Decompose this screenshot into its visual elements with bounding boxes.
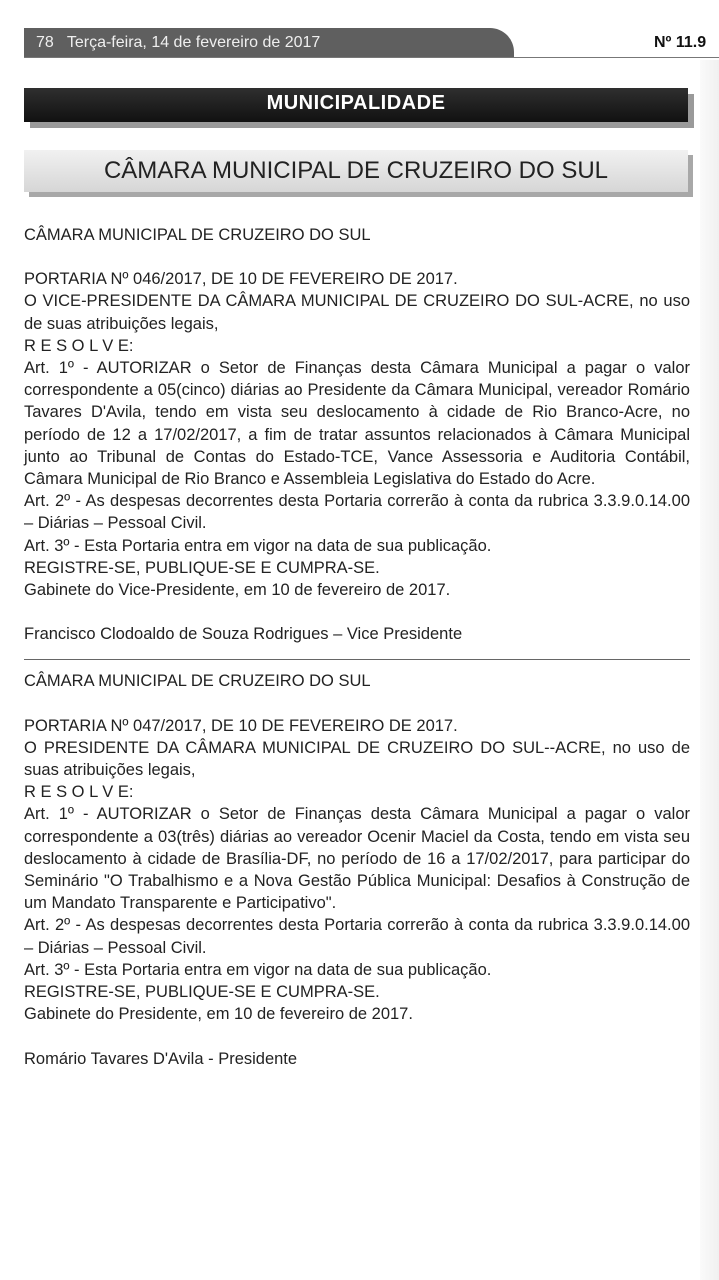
section-title: MUNICIPALIDADE [24, 88, 688, 122]
portaria-block [24, 670, 690, 1069]
portaria-block [24, 224, 690, 645]
preamble: O PRESIDENTE DA CÂMARA MUNICIPAL DE CRUZEIRO DO SUL--ACRE, no uso de suas atribuições legais, [24, 738, 690, 780]
header-rule [24, 57, 719, 58]
article-1: Art. 1º - AUTORIZAR o Setor de Finanças desta Câmara Municipal a pagar o valor correspondente a 05(cinco) diárias ao Presidente da Câmara Municipal, vereador Romário Tavares D'Avila, tendo em vista seu deslocamento à cidade de Rio Branco-Acre, no período de 12 a 17/02/2017, a fim de tratar assuntos relacionados à Câmara Municipal junto ao Tribunal de Contas do Estado-TCE, Vance Assessoria e Auditoria Contábil, Câmara Municipal de Rio Branco e Assembleia Legislativa do Estado do Acre. [24, 359, 690, 489]
signature: Romário Tavares D'Avila - Presidente [24, 1049, 298, 1068]
article-2: Art. 2º - As despesas decorrentes desta Portaria correrão à conta da rubrica 3.3.9.0.14.00 – Diárias – Pessoal Civil. [24, 492, 690, 533]
org-name: CÂMARA MUNICIPAL DE CRUZEIRO DO SUL [24, 672, 371, 691]
resolve-label: R E S O L V E: [24, 336, 134, 355]
gabinete-line: Gabinete do Presidente, em 10 de fevereiro de 2017. [24, 1005, 413, 1024]
preamble: O VICE-PRESIDENTE DA CÂMARA MUNICIPAL DE CRUZEIRO DO SUL-ACRE, no uso de suas atribuições legais, [24, 292, 690, 333]
article-2: Art. 2º - As despesas decorrentes desta Portaria correrão à conta da rubrica 3.3.9.0.14.00 – Diárias – Pessoal Civil. [24, 916, 690, 957]
header-date: Terça-feira, 14 de fevereiro de 2017 [66, 34, 321, 51]
page-number: 78 [36, 34, 54, 51]
publish-statement: REGISTRE-SE, PUBLIQUE-SE E CUMPRA-SE. [24, 558, 380, 577]
publish-statement: REGISTRE-SE, PUBLIQUE-SE E CUMPRA-SE. [24, 983, 380, 1002]
header-tab [24, 28, 514, 58]
signature: Francisco Clodoaldo de Souza Rodrigues – Vice Presidente [24, 625, 463, 644]
issue-number: Nº 11.9 [654, 34, 707, 51]
separator-line [24, 659, 690, 660]
article-3: Art. 3º - Esta Portaria entra em vigor na data de sua publicação. [24, 536, 492, 555]
resolve-label: R E S O L V E: [24, 783, 134, 802]
portaria-title: PORTARIA Nº 046/2017, DE 10 DE FEVEREIRO DE 2017. [24, 270, 458, 289]
article-1: Art. 1º - AUTORIZAR o Setor de Finanças desta Câmara Municipal a pagar o valor correspondente a 03(três) diárias ao vereador Ocenir Maciel da Costa, tendo em vista seu deslocamento à cidade de Brasília-DF, no período de 16 a 17/02/2017, para participar do Seminário "O Trabalhismo e a Nova Gestão Pública Municipal: Desafios à Construção de um Mandato Transparente e Participativo". [24, 805, 690, 913]
portaria-title: PORTARIA Nº 047/2017, DE 10 DE FEVEREIRO DE 2017. [24, 716, 458, 735]
document-body [24, 224, 690, 1070]
article-3: Art. 3º - Esta Portaria entra em vigor na data de sua publicação. [24, 960, 492, 979]
org-name: CÂMARA MUNICIPAL DE CRUZEIRO DO SUL [24, 226, 371, 244]
gabinete-line: Gabinete do Vice-Presidente, em 10 de fevereiro de 2017. [24, 581, 451, 600]
subsection-title: CÂMARA MUNICIPAL DE CRUZEIRO DO SUL [24, 150, 688, 192]
adjacent-column-edge [700, 60, 719, 1280]
page-header [24, 20, 719, 60]
